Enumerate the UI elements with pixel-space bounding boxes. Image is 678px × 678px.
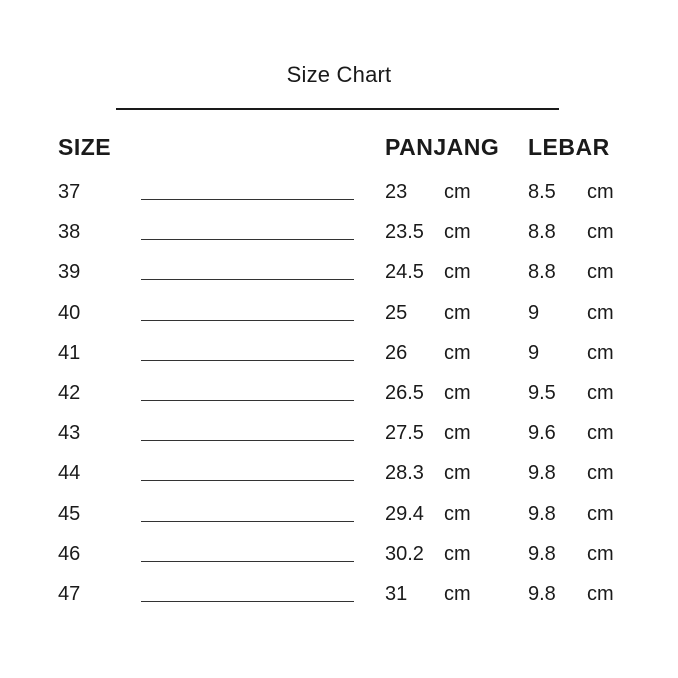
panjang-value: 24.5 [385,261,424,284]
title-divider [116,108,559,110]
panjang-value: 26.5 [385,382,424,404]
row-rule [141,239,354,240]
lebar-value: 9.6 [528,422,556,445]
row-rule [141,360,354,361]
panjang-unit: cm [444,462,471,485]
table-row [0,583,678,623]
lebar-value: 8.8 [528,221,556,244]
header-panjang: PANJANG [385,134,500,160]
lebar-unit: cm [587,422,614,445]
panjang-value: 29.4 [385,502,424,525]
table-row [0,503,678,543]
lebar-unit: cm [587,382,614,404]
size-value: 43 [58,422,81,445]
size-value: 44 [58,462,81,485]
header-lebar: LEBAR [528,134,610,160]
table-row [0,422,678,462]
panjang-value: 23 [385,181,408,203]
panjang-unit: cm [444,542,471,565]
lebar-unit: cm [587,542,614,565]
lebar-unit: cm [587,221,614,244]
table-row [0,543,678,583]
row-rule [141,279,354,280]
lebar-unit: cm [587,301,614,324]
table-row [0,342,678,382]
lebar-unit: cm [587,341,614,364]
lebar-unit: cm [587,583,614,605]
size-value: 45 [58,502,81,525]
lebar-value: 9.8 [528,542,556,565]
size-value: 46 [58,542,81,565]
size-value: 40 [58,301,81,324]
panjang-value: 31 [385,583,408,605]
panjang-unit: cm [444,261,471,284]
size-value: 41 [58,341,81,364]
row-rule [141,561,354,562]
row-rule [141,440,354,441]
panjang-value: 26 [385,341,408,364]
table-row [0,382,678,422]
lebar-value: 9.8 [528,583,556,605]
size-value: 39 [58,261,81,284]
lebar-value: 9.8 [528,502,556,525]
table-row [0,221,678,261]
panjang-unit: cm [444,382,471,404]
header-size: SIZE [58,134,112,160]
panjang-unit: cm [444,422,471,445]
table-row [0,181,678,221]
panjang-value: 23.5 [385,221,424,244]
panjang-value: 25 [385,301,408,324]
lebar-unit: cm [587,181,614,203]
lebar-value: 9 [528,341,540,364]
panjang-unit: cm [444,301,471,324]
size-value: 38 [58,221,81,244]
panjang-value: 27.5 [385,422,424,445]
row-rule [141,199,354,200]
page-title: Size Chart [286,62,392,87]
lebar-unit: cm [587,261,614,284]
lebar-unit: cm [587,502,614,525]
size-value: 37 [58,181,81,203]
panjang-value: 28.3 [385,462,424,485]
panjang-unit: cm [444,181,471,203]
lebar-value: 8.8 [528,261,556,284]
panjang-unit: cm [444,502,471,525]
panjang-unit: cm [444,583,471,605]
lebar-value: 9 [528,301,540,324]
table-row [0,302,678,342]
lebar-unit: cm [587,462,614,485]
row-rule [141,400,354,401]
row-rule [141,320,354,321]
table-row [0,462,678,502]
panjang-unit: cm [444,221,471,244]
row-rule [141,480,354,481]
panjang-unit: cm [444,341,471,364]
lebar-value: 8.5 [528,181,556,203]
panjang-value: 30.2 [385,542,424,565]
row-rule [141,521,354,522]
lebar-value: 9.5 [528,382,556,404]
row-rule [141,601,354,602]
size-value: 47 [58,583,81,605]
table-row [0,261,678,301]
lebar-value: 9.8 [528,462,556,485]
size-value: 42 [58,382,81,404]
